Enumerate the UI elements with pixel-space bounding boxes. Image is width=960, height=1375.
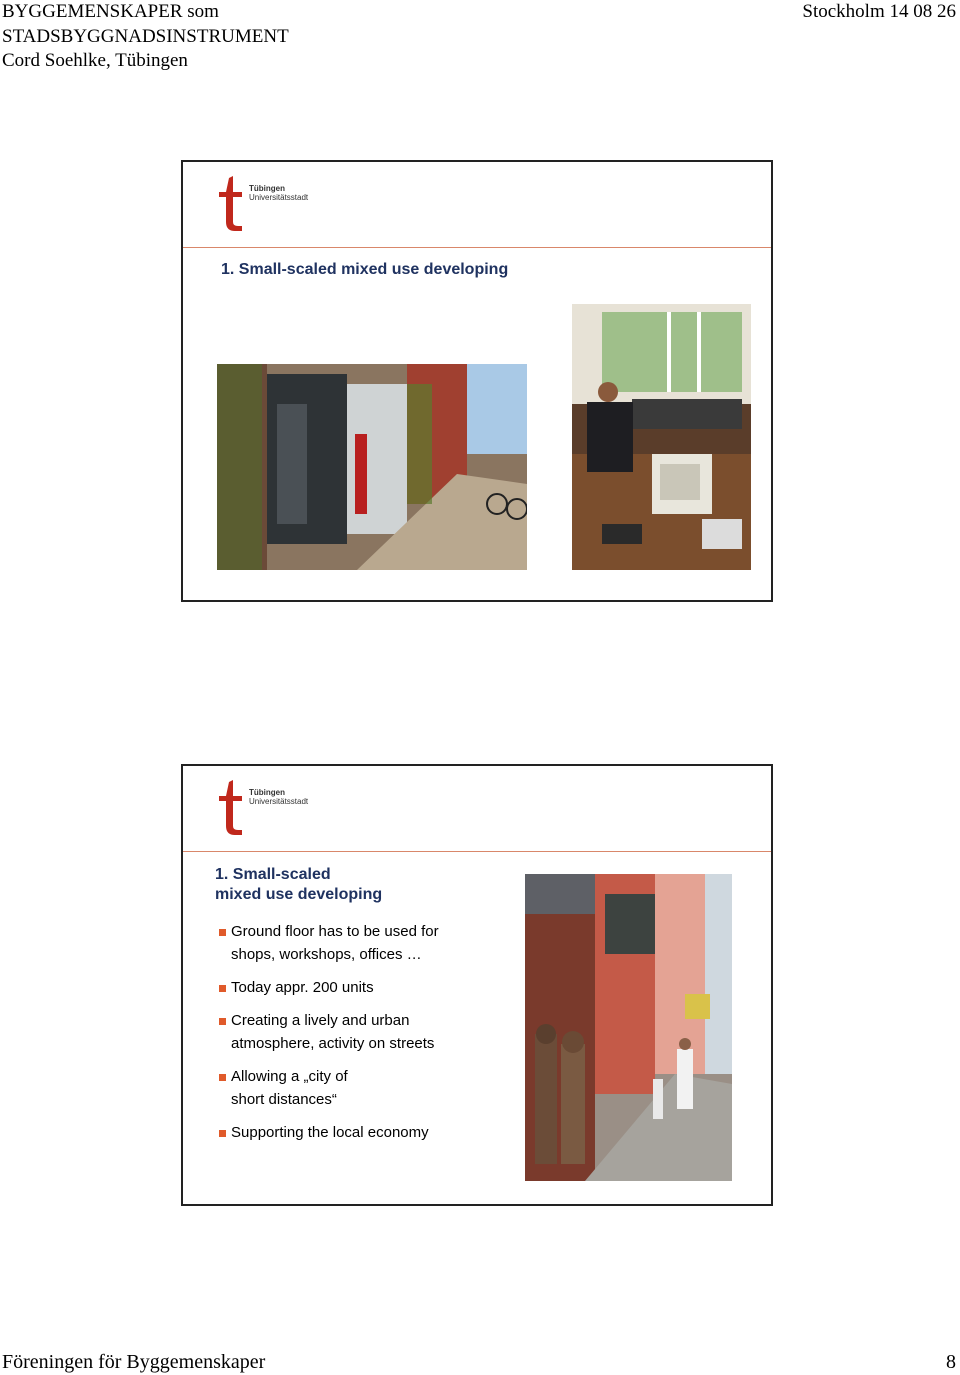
page-number: 8 xyxy=(946,1351,956,1373)
document-footer-left: Föreningen för Byggemenskaper xyxy=(2,1351,266,1373)
bullet-item xyxy=(217,920,497,966)
logo-text-sub: Universitätsstadt xyxy=(249,797,309,806)
slide-header xyxy=(183,162,771,247)
slide-title xyxy=(215,865,415,905)
bullet-square-icon xyxy=(219,929,226,936)
bullet-item xyxy=(217,1009,497,1055)
slide-1 xyxy=(181,160,773,602)
header-line: Cord Soehlke, Tübingen xyxy=(2,50,188,71)
document-header-left xyxy=(2,0,289,74)
workshop-interior-photo xyxy=(572,304,751,570)
logo-text-city: Tübingen xyxy=(249,184,285,193)
bullet-line: short distances“ xyxy=(231,1091,337,1108)
document-header-right: Stockholm 14 08 26 xyxy=(802,1,956,22)
tuebingen-logo xyxy=(215,176,355,236)
bullet-line: Supporting the local economy xyxy=(231,1124,429,1141)
bullet-item xyxy=(217,1121,497,1144)
bullet-line: Creating a lively and urban xyxy=(231,1012,410,1029)
logo-text-sub: Universitätsstadt xyxy=(249,193,309,202)
pedestrian-lane-photo xyxy=(525,874,732,1181)
logo-t-mark-icon xyxy=(215,176,245,232)
bullet-line: Allowing a „city of xyxy=(231,1068,348,1085)
header-line: STADSBYGGNADSINSTRUMENT xyxy=(2,25,289,47)
logo-text-city: Tübingen xyxy=(249,788,285,797)
logo-t-mark-icon xyxy=(215,780,245,836)
header-rule xyxy=(183,851,771,852)
slide-2 xyxy=(181,764,773,1206)
bullet-square-icon xyxy=(219,985,226,992)
street-storefront-photo xyxy=(217,364,527,570)
slide-header xyxy=(183,766,771,851)
slide-title-line: mixed use developing xyxy=(215,886,383,903)
tuebingen-logo xyxy=(215,780,355,840)
bullet-item xyxy=(217,1065,497,1111)
bullet-line: Today appr. 200 units xyxy=(231,979,374,996)
bullet-square-icon xyxy=(219,1018,226,1025)
header-line: BYGGEMENSKAPER som xyxy=(2,1,219,22)
bullet-square-icon xyxy=(219,1074,226,1081)
bullet-square-icon xyxy=(219,1130,226,1137)
header-rule xyxy=(183,247,771,248)
bullet-line: shops, workshops, offices … xyxy=(231,946,422,963)
slide-title-line: 1. Small-scaled xyxy=(215,866,331,883)
bullet-item xyxy=(217,976,497,999)
bullet-line: Ground floor has to be used for xyxy=(231,923,439,940)
bullet-line: atmosphere, activity on streets xyxy=(231,1035,435,1052)
bullet-list xyxy=(217,920,497,1154)
slide-title: 1. Small-scaled mixed use developing xyxy=(221,261,509,278)
